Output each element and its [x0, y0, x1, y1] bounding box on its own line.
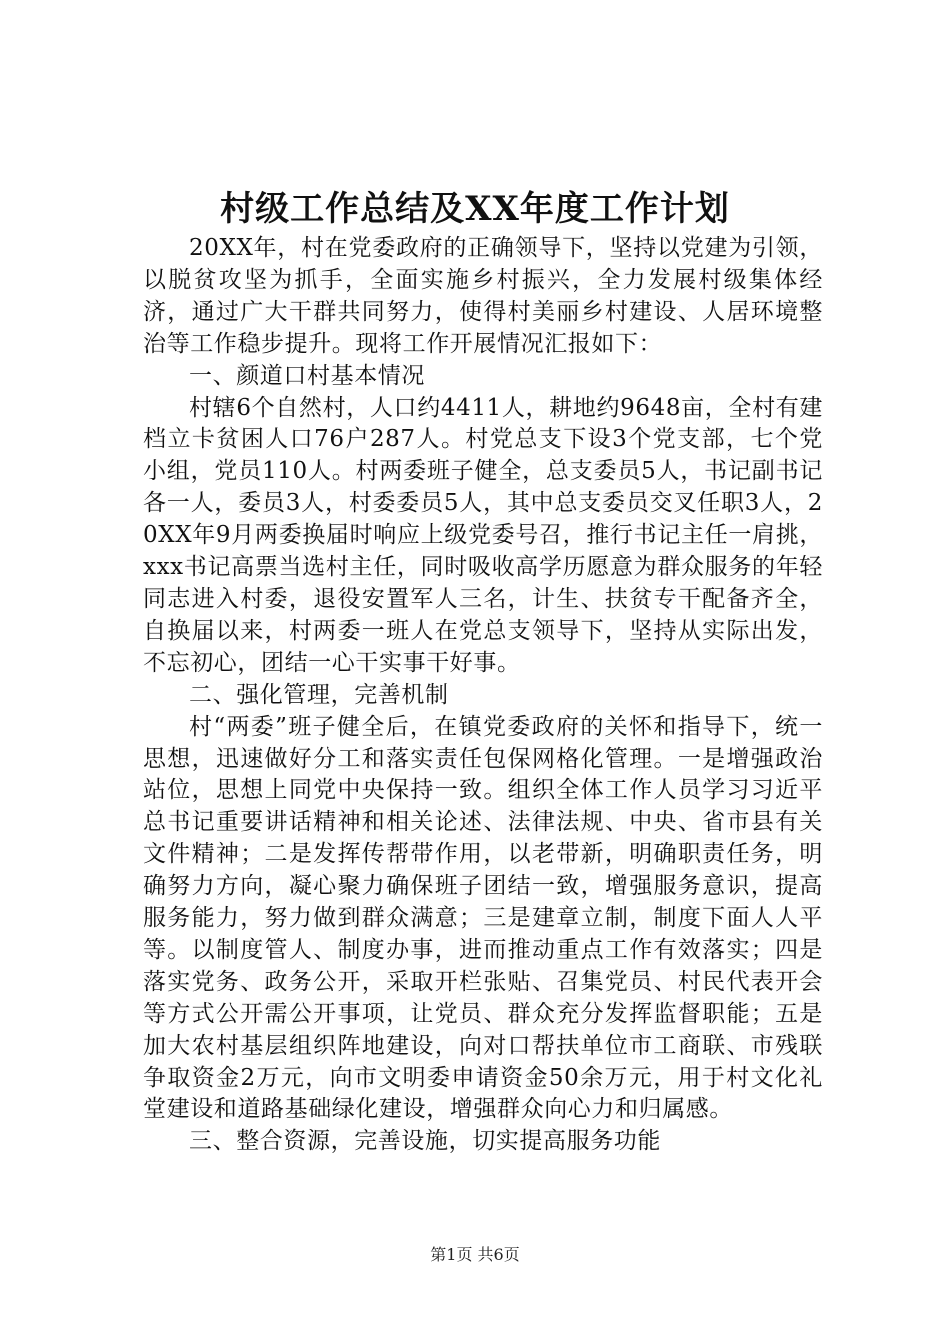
section-heading-1: 一、颜道口村基本情况	[189, 362, 425, 389]
section-heading-3: 三、整合资源，完善设施，切实提高服务功能	[189, 1128, 661, 1155]
page-number-footer: 第1页 共6页	[430, 1245, 520, 1264]
intro-paragraph: 20XX年，村在党委政府的正确领导下，坚持以党建为引领，以脱贫攻坚为抓手，全面实施乡村振兴，全力发展村级集体经济，通过广大干群共同努力，使得村美丽乡村建设、人居环境整治等工作稳步提升。现将工作开展情况汇报如下：	[143, 235, 823, 357]
section-heading-2: 二、强化管理，完善机制	[189, 681, 449, 708]
document-body	[143, 233, 823, 1158]
document-title: 村级工作总结及XX年度工作计划	[220, 189, 730, 229]
section-1-paragraph: 村辖6个自然村，人口约4411人，耕地约9648亩，全村有建档立卡贫困人口76户287人。村党总支下设3个党支部，七个党小组，党员110人。村两委班子健全，总支委员5人，书记副书记各一人，委员3人，村委委员5人，其中总支委员交叉任职3人，20XX年9月两委换届时响应上级党委号召，推行书记主任一肩挑，xxx书记高票当选村主任，同时吸收高学历愿意为群众服务的年轻同志进入村委，退役安置军人三名，计生、扶贫专干配备齐全，自换届以来，村两委一班人在党总支领导下，坚持从实际出发，不忘初心，团结一心干实事干好事。	[143, 394, 823, 676]
section-2-paragraph: 村“两委”班子健全后，在镇党委政府的关怀和指导下，统一思想，迅速做好分工和落实责任包保网格化管理。一是增强政治站位，思想上同党中央保持一致。组织全体工作人员学习习近平总书记重要讲话精神和相关论述、法律法规、中央、省市县有关文件精神；二是发挥传帮带作用，以老带新，明确职责任务，明确努力方向，凝心聚力确保班子团结一致，增强服务意识，提高服务能力，努力做到群众满意；三是建章立制，制度下面人人平等。以制度管人、制度办事，进而推动重点工作有效落实；四是落实党务、政务公开，采取开栏张贴、召集党员、村民代表开会等方式公开需公开事项，让党员、群众充分发挥监督职能；五是加大农村基层组织阵地建设，向对口帮扶单位市工商联、市残联争取资金2万元，向市文明委申请资金50余万元，用于村文化礼堂建设和道路基础绿化建设，增强群众向心力和归属感。	[143, 713, 823, 1123]
